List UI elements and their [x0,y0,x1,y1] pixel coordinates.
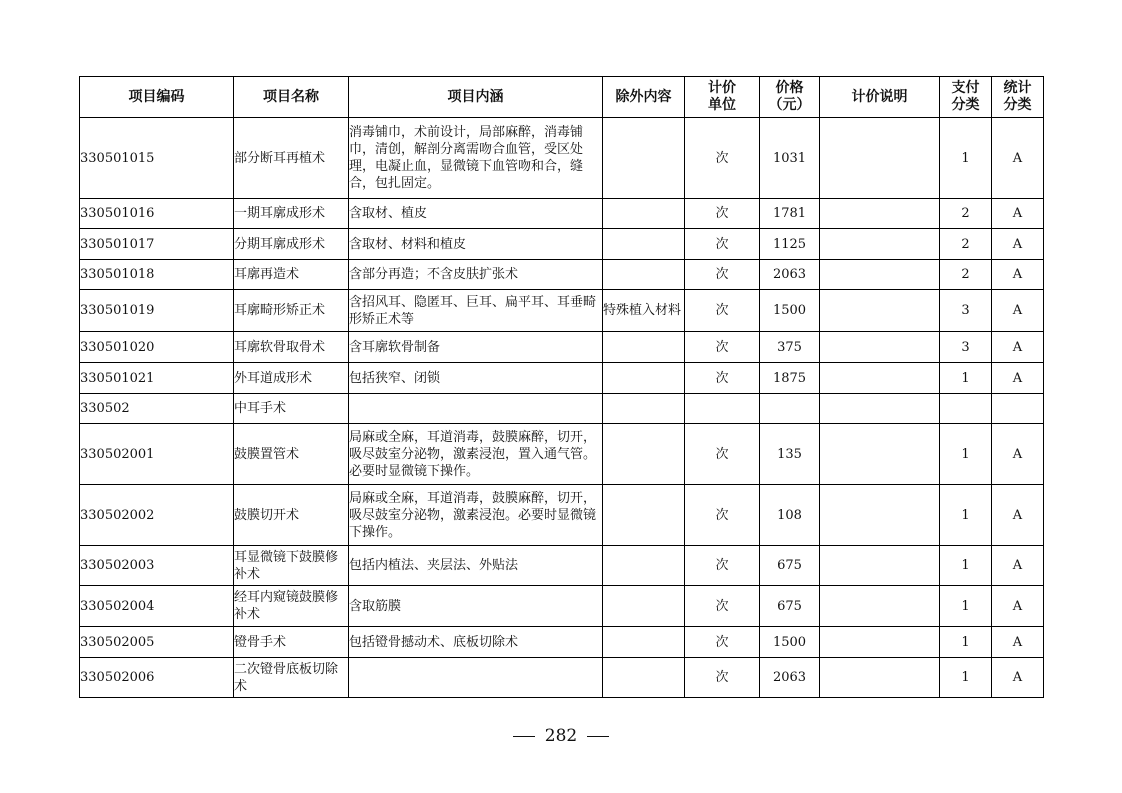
header-payment: 支付 分类 [940,77,992,118]
cell-unit: 次 [685,363,760,394]
cell-payment: 1 [940,118,992,199]
header-stat: 统计 分类 [992,77,1044,118]
cell-payment: 1 [940,485,992,546]
cell-content: 包括镫骨撼动术、底板切除术 [349,627,603,658]
cell-stat: A [992,332,1044,363]
page-footer [0,726,1122,746]
table-row [80,363,1044,394]
cell-exclusions [603,586,685,627]
cell-exclusions [603,485,685,546]
cell-payment: 1 [940,627,992,658]
cell-content: 含取筋膜 [349,586,603,627]
cell-exclusions: 特殊植入材料 [603,290,685,332]
cell-name: 中耳手术 [234,394,349,424]
cell-payment [940,394,992,424]
header-note: 计价说明 [820,77,940,118]
cell-price: 1500 [760,290,820,332]
cell-content: 含耳廓软骨制备 [349,332,603,363]
footer-dash-left [513,736,535,737]
cell-unit: 次 [685,229,760,260]
cell-unit: 次 [685,290,760,332]
cell-price: 675 [760,586,820,627]
cell-unit: 次 [685,627,760,658]
cell-payment: 1 [940,658,992,698]
cell-price: 135 [760,424,820,485]
cell-code: 330502005 [80,627,234,658]
table-row [80,118,1044,199]
cell-code: 330502006 [80,658,234,698]
table-row [80,290,1044,332]
cell-code: 330502004 [80,586,234,627]
cell-exclusions [603,627,685,658]
cell-price: 1500 [760,627,820,658]
table-row [80,394,1044,424]
cell-exclusions [603,260,685,290]
header-code: 项目编码 [80,77,234,118]
cell-note [820,394,940,424]
cell-content [349,658,603,698]
cell-price: 108 [760,485,820,546]
cell-price: 1031 [760,118,820,199]
cell-stat: A [992,290,1044,332]
table-row [80,229,1044,260]
cell-note [820,658,940,698]
cell-note [820,485,940,546]
cell-content: 消毒铺巾，术前设计，局部麻醉，消毒铺巾，清创，解剖分离需吻合血管，受区处理，电凝止血，显微镜下血管吻和合，缝合，包扎固定。 [349,118,603,199]
cell-note [820,332,940,363]
cell-exclusions [603,394,685,424]
cell-price: 2063 [760,658,820,698]
cell-content: 含部分再造；不含皮肤扩张术 [349,260,603,290]
cell-exclusions [603,229,685,260]
cell-payment: 3 [940,290,992,332]
price-table [79,76,1044,698]
cell-note [820,424,940,485]
cell-code: 330501018 [80,260,234,290]
cell-note [820,586,940,627]
table-row [80,658,1044,698]
cell-payment: 1 [940,424,992,485]
cell-name: 耳廓再造术 [234,260,349,290]
cell-price: 1781 [760,199,820,229]
cell-exclusions [603,199,685,229]
cell-code: 330501016 [80,199,234,229]
cell-stat [992,394,1044,424]
cell-name: 分期耳廓成形术 [234,229,349,260]
cell-price: 675 [760,546,820,586]
cell-exclusions [603,118,685,199]
cell-payment: 2 [940,260,992,290]
cell-stat: A [992,229,1044,260]
cell-exclusions [603,658,685,698]
cell-stat: A [992,260,1044,290]
cell-payment: 1 [940,586,992,627]
cell-payment: 2 [940,229,992,260]
cell-name: 耳显微镜下鼓膜修补术 [234,546,349,586]
cell-code: 330501019 [80,290,234,332]
cell-stat: A [992,586,1044,627]
cell-code: 330502001 [80,424,234,485]
cell-name: 鼓膜置管术 [234,424,349,485]
cell-note [820,290,940,332]
cell-code: 330502002 [80,485,234,546]
cell-unit: 次 [685,424,760,485]
cell-unit [685,394,760,424]
cell-name: 外耳道成形术 [234,363,349,394]
cell-unit: 次 [685,546,760,586]
header-content: 项目内涵 [349,77,603,118]
cell-payment: 1 [940,363,992,394]
header-row [80,77,1044,118]
header-exclusions: 除外内容 [603,77,685,118]
cell-note [820,546,940,586]
cell-price: 375 [760,332,820,363]
cell-content: 局麻或全麻，耳道消毒，鼓膜麻醉，切开，吸尽鼓室分泌物，激素浸泡，置入通气管。必要时显微镜下操作。 [349,424,603,485]
cell-content: 含取材、材料和植皮 [349,229,603,260]
table-row [80,424,1044,485]
cell-unit: 次 [685,199,760,229]
cell-stat: A [992,658,1044,698]
cell-price: 1875 [760,363,820,394]
cell-note [820,229,940,260]
cell-name: 一期耳廓成形术 [234,199,349,229]
cell-code: 330501015 [80,118,234,199]
cell-note [820,363,940,394]
cell-unit: 次 [685,332,760,363]
cell-stat: A [992,546,1044,586]
cell-content: 含取材、植皮 [349,199,603,229]
cell-content: 局麻或全麻，耳道消毒，鼓膜麻醉，切开，吸尽鼓室分泌物，激素浸泡。必要时显微镜下操作。 [349,485,603,546]
cell-exclusions [603,546,685,586]
cell-note [820,199,940,229]
table-row [80,332,1044,363]
cell-code: 330502003 [80,546,234,586]
cell-content: 包括狭窄、闭锁 [349,363,603,394]
cell-note [820,118,940,199]
cell-note [820,260,940,290]
table-row [80,260,1044,290]
cell-stat: A [992,199,1044,229]
header-price: 价格 （元） [760,77,820,118]
cell-payment: 3 [940,332,992,363]
table-row [80,627,1044,658]
cell-payment: 2 [940,199,992,229]
cell-name: 鼓膜切开术 [234,485,349,546]
cell-stat: A [992,424,1044,485]
table-row [80,199,1044,229]
cell-content: 包括内植法、夹层法、外贴法 [349,546,603,586]
table-row [80,546,1044,586]
footer-dash-right [587,736,609,737]
cell-stat: A [992,627,1044,658]
cell-stat: A [992,485,1044,546]
cell-name: 耳廓畸形矫正术 [234,290,349,332]
cell-unit: 次 [685,485,760,546]
table-row [80,485,1044,546]
cell-exclusions [603,363,685,394]
cell-note [820,627,940,658]
cell-name: 二次镫骨底板切除术 [234,658,349,698]
cell-unit: 次 [685,260,760,290]
cell-price: 2063 [760,260,820,290]
cell-unit: 次 [685,118,760,199]
cell-unit: 次 [685,658,760,698]
header-name: 项目名称 [234,77,349,118]
cell-code: 330501021 [80,363,234,394]
cell-code: 330502 [80,394,234,424]
cell-name: 耳廓软骨取骨术 [234,332,349,363]
table-row [80,586,1044,627]
cell-payment: 1 [940,546,992,586]
cell-stat: A [992,118,1044,199]
cell-exclusions [603,424,685,485]
cell-unit: 次 [685,586,760,627]
cell-price [760,394,820,424]
cell-stat: A [992,363,1044,394]
cell-name: 部分断耳再植术 [234,118,349,199]
cell-exclusions [603,332,685,363]
header-unit: 计价 单位 [685,77,760,118]
cell-name: 镫骨手术 [234,627,349,658]
cell-content [349,394,603,424]
page-number: 282 [544,726,578,746]
cell-code: 330501020 [80,332,234,363]
cell-code: 330501017 [80,229,234,260]
cell-price: 1125 [760,229,820,260]
cell-name: 经耳内窥镜鼓膜修补术 [234,586,349,627]
cell-content: 含招风耳、隐匿耳、巨耳、扁平耳、耳垂畸形矫正术等 [349,290,603,332]
